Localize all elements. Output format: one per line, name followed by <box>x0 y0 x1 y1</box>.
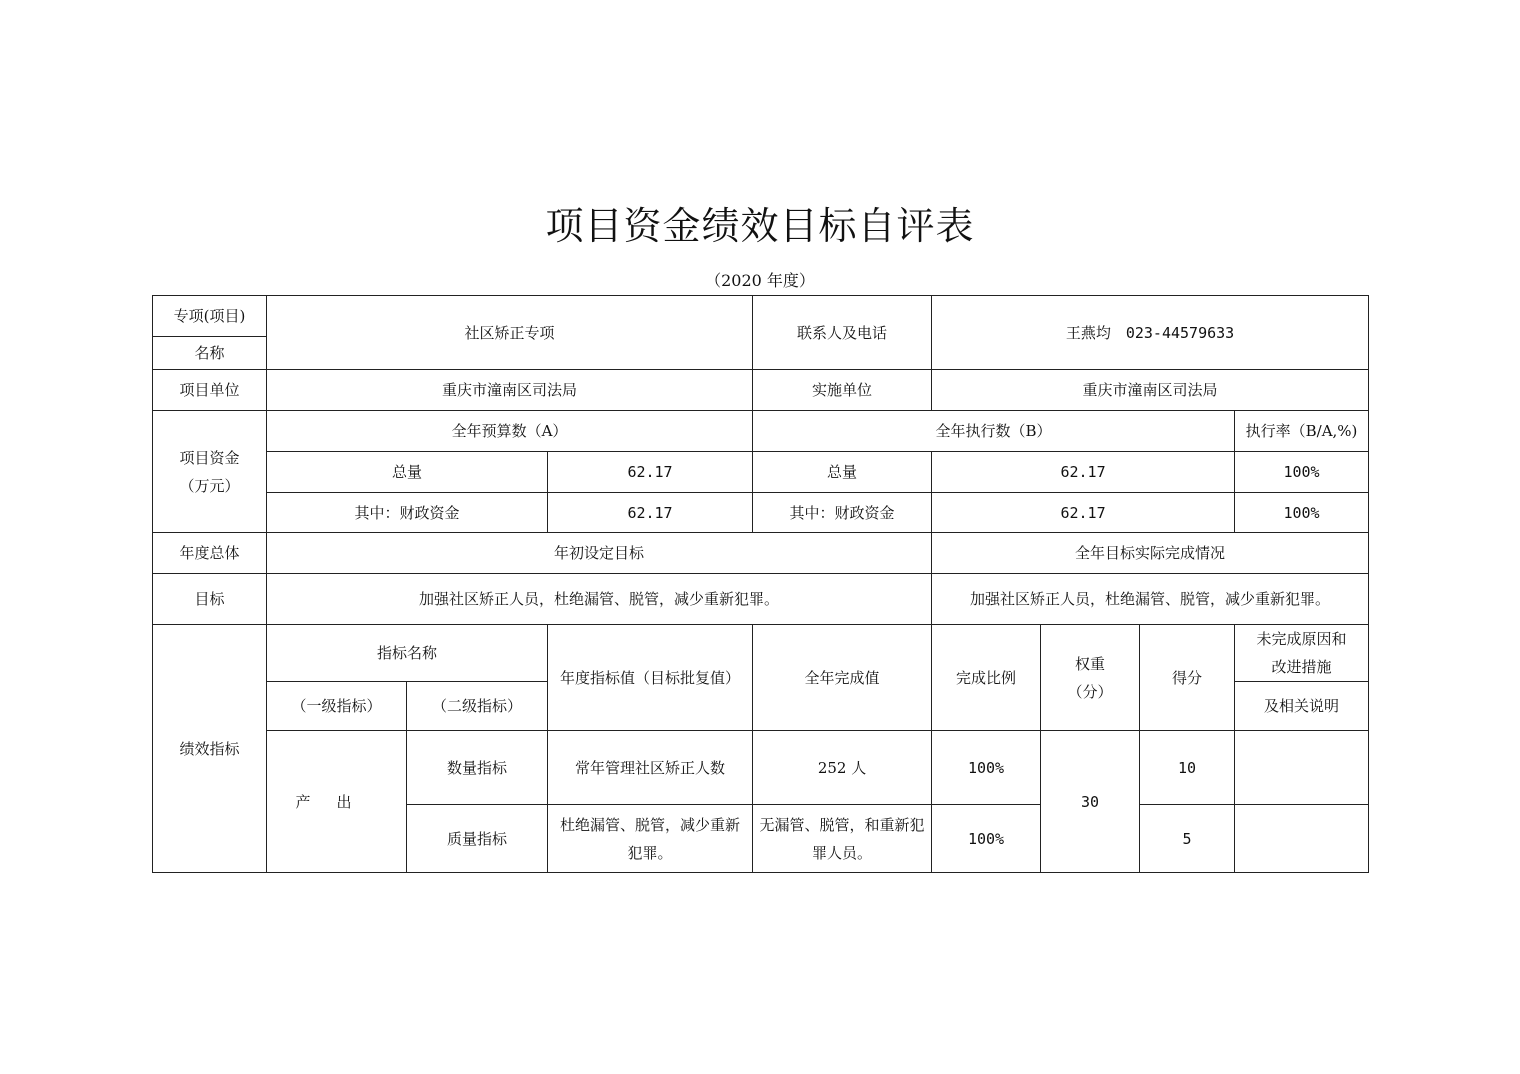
total-execution-value: 62.17 <box>932 452 1235 493</box>
initial-goal-header: 年初设定目标 <box>267 533 932 574</box>
execution-header: 全年执行数（B） <box>753 411 1235 452</box>
reason-header-line2: 改进措施 <box>1271 658 1332 676</box>
table-row <box>153 370 1369 411</box>
project-funds-label-line1: 项目资金 <box>179 448 240 467</box>
indicator-level2: 质量指标 <box>407 805 548 873</box>
weight-header <box>1041 625 1140 731</box>
indicator-score: 10 <box>1140 731 1235 805</box>
contact-label: 联系人及电话 <box>753 296 932 370</box>
table-row <box>153 296 1369 337</box>
budget-header: 全年预算数（A） <box>267 411 753 452</box>
level1-indicator-header: （一级指标） <box>267 682 407 731</box>
project-unit-label: 项目单位 <box>153 370 267 411</box>
page-title: 项目资金绩效目标自评表 <box>545 204 975 248</box>
project-unit-value: 重庆市潼南区司法局 <box>267 370 753 411</box>
project-funds-label-line2: （万元） <box>179 476 240 495</box>
indicator-ratio: 100% <box>932 731 1041 805</box>
fiscal-execution-rate: 100% <box>1235 493 1369 533</box>
performance-self-evaluation-table <box>152 295 1369 873</box>
indicator-level2: 数量指标 <box>407 731 548 805</box>
table-row <box>153 574 1369 625</box>
fiscal-budget-label: 其中：财政资金 <box>267 493 548 533</box>
indicator-score: 5 <box>1140 805 1235 873</box>
indicator-name-header: 指标名称 <box>267 625 548 682</box>
implementing-unit-label: 实施单位 <box>753 370 932 411</box>
page-subtitle-year: （2020 年度） <box>705 271 815 290</box>
indicator-weight: 30 <box>1041 731 1140 873</box>
initial-goal-text: 加强社区矫正人员，杜绝漏管、脱管，减少重新犯罪。 <box>267 574 932 625</box>
total-execution-label: 总量 <box>753 452 932 493</box>
indicator-target: 常年管理社区矫正人数 <box>548 731 753 805</box>
actual-goal-header: 全年目标实际完成情况 <box>932 533 1369 574</box>
weight-header-line2: （分） <box>1067 682 1113 701</box>
table-row <box>153 452 1369 493</box>
table-row <box>153 731 1369 805</box>
fiscal-budget-value: 62.17 <box>548 493 753 533</box>
table-row <box>153 625 1369 682</box>
indicator-completed: 252 人 <box>753 731 932 805</box>
implementing-unit-value: 重庆市潼南区司法局 <box>932 370 1369 411</box>
completion-ratio-header: 完成比例 <box>932 625 1041 731</box>
reason-header-bottom: 及相关说明 <box>1235 682 1369 731</box>
total-budget-label: 总量 <box>267 452 548 493</box>
score-header: 得分 <box>1140 625 1235 731</box>
fiscal-execution-label: 其中：财政资金 <box>753 493 932 533</box>
indicator-completed: 无漏管、脱管，和重新犯罪人员。 <box>753 805 932 873</box>
level2-indicator-header: （二级指标） <box>407 682 548 731</box>
total-budget-value: 62.17 <box>548 452 753 493</box>
annual-target-header: 年度指标值（目标批复值） <box>548 625 753 731</box>
project-name-label-line1: 专项(项目) <box>153 296 267 337</box>
table-row <box>153 493 1369 533</box>
goal-label: 目标 <box>153 574 267 625</box>
project-name-label-line2: 名称 <box>153 337 267 370</box>
indicator-reason <box>1235 805 1369 873</box>
output-category-label: 产出 <box>295 792 378 811</box>
table-row <box>153 533 1369 574</box>
reason-header-top <box>1235 625 1369 682</box>
output-category <box>267 731 407 873</box>
project-funds-label <box>153 411 267 533</box>
project-name-value: 社区矫正专项 <box>267 296 753 370</box>
indicator-target: 杜绝漏管、脱管，减少重新犯罪。 <box>548 805 753 873</box>
reason-header-line1: 未完成原因和 <box>1256 630 1347 648</box>
performance-indicator-label: 绩效指标 <box>153 625 267 873</box>
table-row <box>153 411 1369 452</box>
actual-goal-text: 加强社区矫正人员，杜绝漏管、脱管，减少重新犯罪。 <box>932 574 1369 625</box>
annual-overall-label: 年度总体 <box>153 533 267 574</box>
contact-value: 王燕均 023-44579633 <box>932 296 1369 370</box>
indicator-reason <box>1235 731 1369 805</box>
fiscal-execution-value: 62.17 <box>932 493 1235 533</box>
weight-header-line1: 权重 <box>1075 654 1106 673</box>
annual-completed-header: 全年完成值 <box>753 625 932 731</box>
indicator-ratio: 100% <box>932 805 1041 873</box>
total-execution-rate: 100% <box>1235 452 1369 493</box>
execution-rate-header: 执行率（B/A,%) <box>1235 411 1369 452</box>
